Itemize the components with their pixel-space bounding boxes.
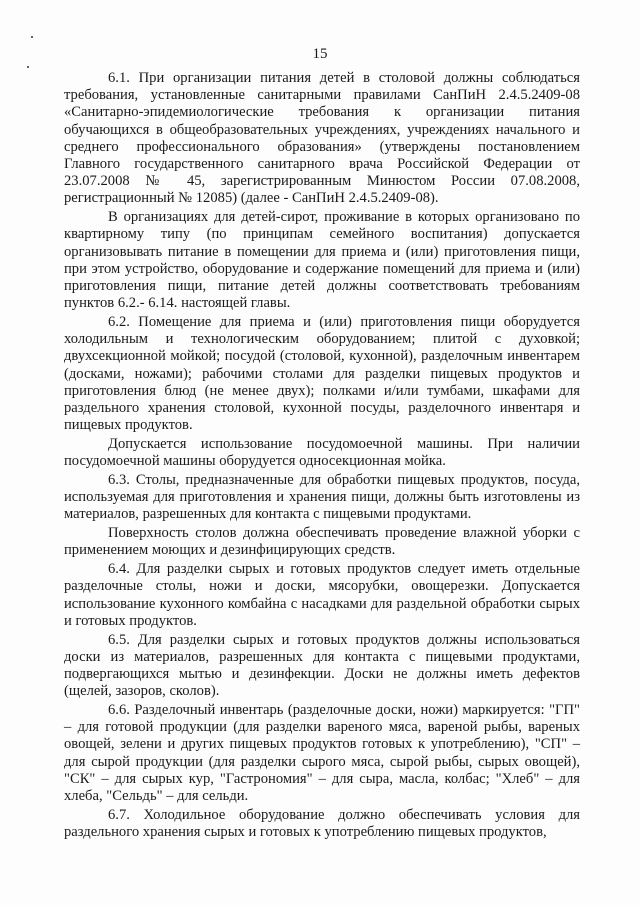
document-body bbox=[64, 70, 580, 843]
paragraph-6-7: 6.7. Холодильное оборудование должно обеспечивать условия для раздельного хранения сырых и готовых к употреблению пищевых продуктов, bbox=[64, 806, 580, 841]
scan-speck bbox=[27, 66, 29, 68]
paragraph-table-surface: Поверхность столов должна обеспечивать проведение влажной уборки с применением моющих и дезинфицирующих средств. bbox=[64, 525, 580, 559]
paragraph-6-1: 6.1. При организации питания детей в столовой должны соблюдаться требования, установленные санитарными правилами СанПиН 2.4.5.2409-08 «Санитарно-эпидемиологические требования к организации питания обучающихся в общеобразовательных учреждениях, учреждениях начального и среднего профессионального образования» (утверждены постановлением Главного государственного санитарного врача Российской Федерации от 23.07.2008 № 45, зарегистрированным Минюстом России 07.08.2008, регистрационный № 12085) (далее - СанПиН 2.4.5.2409-08). bbox=[64, 70, 580, 207]
paragraph-6-6: 6.6. Разделочный инвентарь (разделочные доски, ножи) маркируется: "ГП" – для готовой продукции (для разделки вареного мяса, вареной рыбы, вареных овощей, зелени и других пищевых продуктов готовых к употреблению), "СП" – для сырой продукции (для разделки сырого мяса, сырой рыбы, сырых овощей), "СК" – для сырых кур, "Гастрономия" – для сыра, масла, колбас; "Хлеб" – для хлеба, "Сельдь" – для сельди. bbox=[64, 702, 580, 805]
paragraph-6-5: 6.5. Для разделки сырых и готовых продуктов должны использоваться доски из материалов, разрешенных для контакта с пищевыми продуктами, подвергающихся мытью и дезинфекции. Доски не должны иметь дефектов (щелей, зазоров, сколов). bbox=[64, 631, 580, 700]
scan-speck bbox=[31, 36, 33, 38]
paragraph-orphan-organizations: В организациях для детей-сирот, проживание в которых организовано по квартирному типу (по принципам семейного воспитания) допускается организовывать питание в помещении для приема и (или) приготовления пищи, при этом устройство, оборудование и содержание помещений для приема и (или) приготовления пищи, питание детей должны соответствовать требованиям пунктов 6.2.- 6.14. настоящей главы. bbox=[64, 209, 580, 312]
paragraph-6-3: 6.3. Столы, предназначенные для обработки пищевых продуктов, посуда, используемая для приготовления и хранения пищи, должны быть изготовлены из материалов, разрешенных для контакта с пищевыми продуктами. bbox=[64, 472, 580, 523]
page-number: 15 bbox=[312, 46, 328, 62]
paragraph-6-4: 6.4. Для разделки сырых и готовых продуктов следует иметь отдельные разделочные столы, ножи и доски, мясорубки, овощерезки. Допускается использование кухонного комбайна с насадками для раздельной обработки сырых и готовых продуктов. bbox=[64, 561, 580, 629]
paragraph-6-2: 6.2. Помещение для приема и (или) приготовления пищи оборудуется холодильным и технологическим оборудованием; плитой с духовкой; двухсекционной мойкой; посудой (столовой, кухонной), разделочным инвентарем (досками, ножами); рабочими столами для разделки пищевых продуктов и приготовления блюд (не менее двух); полками и/или тумбами, шкафами для раздельного хранения столовой, кухонной посуды, разделочного инвентаря и пищевых продуктов. bbox=[64, 314, 580, 434]
paragraph-dishwasher: Допускается использование посудомоечной машины. При наличии посудомоечной машины оборудуется односекционная мойка. bbox=[64, 436, 580, 470]
